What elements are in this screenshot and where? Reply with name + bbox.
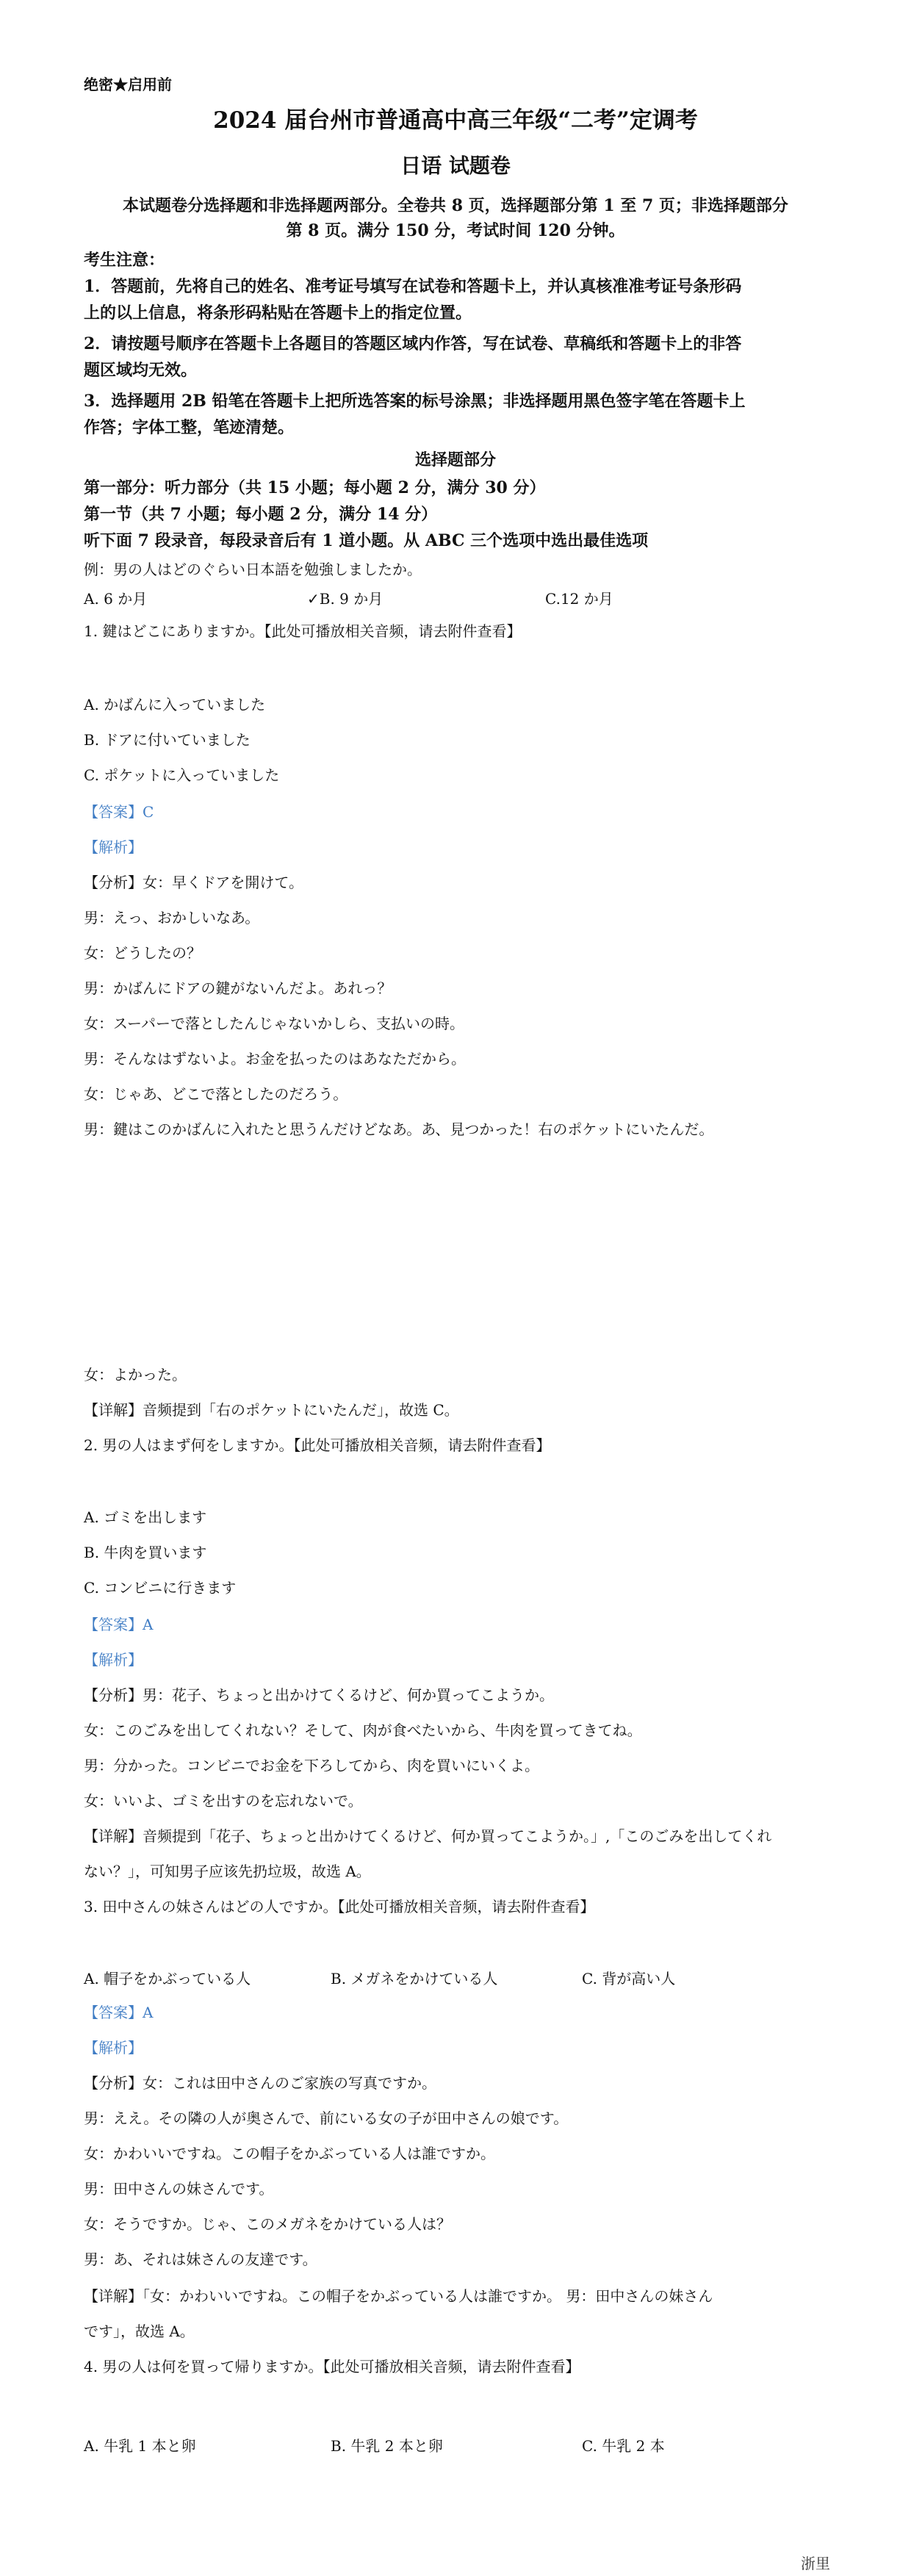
confidential-mark: 绝密★启用前	[84, 76, 172, 93]
q2-answer-line	[84, 1613, 153, 1636]
q1-option-a: A. かばんに入っていました	[84, 696, 266, 713]
q1-detail-line	[84, 1399, 459, 1421]
intro-line-2: 第 8 页。满分 150 分，考试时间 120 分钟。	[286, 221, 625, 240]
q3-stem: 3. 田中さんの妹さんはどの人ですか。	[84, 1898, 338, 1915]
q3-answer: A	[143, 2004, 154, 2021]
q4-stem-line	[84, 2356, 580, 2378]
q2-analysis-label: 【解析】	[84, 1651, 143, 1669]
q3-stem-line	[84, 1896, 594, 1918]
example-option-a: A. 6 か月	[84, 590, 148, 608]
q4-stem: 4. 男の人は何を買って帰りますか。	[84, 2358, 323, 2375]
section-1-heading: 第一节（共 7 小题；每小题 2 分，满分 14 分）	[84, 505, 438, 524]
q4-option-b: B. 牛乳 2 本と卵	[331, 2437, 443, 2455]
q2-audio-note: 【此处可播放相关音频，请去附件查看】	[293, 1436, 551, 1454]
q1-answer-label: 【答案】	[84, 803, 143, 821]
exam-subtitle: 日语 试题卷	[400, 154, 511, 178]
q3-answer-line	[84, 2001, 153, 2023]
q1-stem: 1. 鍵はどこにありますか。	[84, 622, 264, 640]
q1-dialogue-3: 女：どうしたの？	[84, 944, 201, 962]
q2-fenxi-label: 【分析】	[84, 1686, 143, 1704]
q1-dialogue-4: 男：かばんにドアの鍵がないんだよ。あれっ？	[84, 979, 392, 997]
q1-audio-note: 【此处可播放相关音频，请去附件查看】	[264, 622, 522, 640]
footer-mark: 浙里	[801, 2555, 830, 2572]
q1-analysis-label: 【解析】	[84, 838, 143, 856]
q2-dialogue-1-line	[84, 1684, 554, 1706]
q2-stem: 2. 男の人はまず何をしますか。	[84, 1436, 294, 1454]
intro-line-1: 本试题卷分选择题和非选择题两部分。全卷共 8 页，选择题部分第 1 至 7 页；非选择题部分	[123, 196, 788, 215]
notice-item-2-line-1: 2．请按题号顺序在答题卡上各题目的答题区域内作答，写在试卷、草稿纸和答题卡上的非答	[84, 334, 742, 353]
q3-detail-line-2: です」，故选 A。	[84, 2323, 195, 2340]
q3-analysis-label: 【解析】	[84, 2039, 143, 2057]
q2-detail-label: 【详解】	[84, 1827, 143, 1845]
q3-detail-line-1	[84, 2285, 713, 2307]
example-option-b: ✓B. 9 か月	[307, 590, 384, 608]
q3-answer-label: 【答案】	[84, 2004, 143, 2021]
q1-stem-line	[84, 620, 521, 642]
q1-dialogue-2: 男：えっ、おかしいなあ。	[84, 909, 260, 927]
q3-fenxi-label: 【分析】	[84, 2074, 143, 2092]
q1-fenxi-label: 【分析】	[84, 874, 143, 891]
choice-part-heading: 选择题部分	[414, 450, 496, 469]
q1-dialogue-9: 女：よかった。	[84, 1366, 187, 1384]
q3-detail-1: 「女：かわいいですね。この帽子をかぶっている人は誰ですか。 男：田中さんの妹さん	[143, 2287, 713, 2305]
q2-dialogue-3: 男：分かった。コンビニでお金を下ろしてから、肉を買いにいくよ。	[84, 1757, 539, 1774]
notice-item-1-line-2: 上的以上信息，将条形码粘贴在答题卡上的指定位置。	[84, 303, 472, 323]
q1-dialogue-7: 女：じゃあ、どこで落としたのだろう。	[84, 1085, 348, 1103]
q1-dialogue-6: 男：そんなはずないよ。お金を払ったのはあなただから。	[84, 1050, 466, 1068]
example-option-c: C.12 か月	[545, 590, 613, 608]
notice-item-1-line-1: 1．答题前，先将自己的姓名、准考证号填写在试卷和答题卡上，并认真核准准考证号条形码	[84, 277, 742, 296]
q2-option-b: B. 牛肉を買います	[84, 1544, 207, 1561]
q2-option-c: C. コンビニに行きます	[84, 1579, 237, 1597]
q2-detail-1: 音频提到「花子、ちょっと出かけてくるけど、何か買ってこようか。」,「このごみを出してくれ	[143, 1827, 772, 1845]
q2-dialogue-4: 女：いいよ、ゴミを出すのを忘れないで。	[84, 1792, 363, 1810]
notice-item-3-line-1: 3．选择题用 2B 铅笔在答题卡上把所选答案的标号涂黑；非选择题用黑色签字笔在答题卡上	[84, 392, 746, 411]
q1-dialogue-8: 男：鍵はこのかばんに入れたと思うんだけどなあ。あ、見つかった！右のポケットにいたんだ。	[84, 1120, 714, 1138]
q3-dialogue-6: 男：あ、それは妹さんの友達です。	[84, 2251, 317, 2268]
notice-item-3-line-2: 作答；字体工整，笔迹清楚。	[84, 418, 295, 437]
q1-dialogue-1: 女：早くドアを開けて。	[143, 874, 303, 891]
q2-dialogue-2: 女：このごみを出してくれない？そして、肉が食べたいから、牛肉を買ってきてね。	[84, 1721, 642, 1739]
q2-detail-line-1	[84, 1825, 771, 1847]
q4-option-a: A. 牛乳 1 本と卵	[84, 2437, 196, 2455]
q3-dialogue-2: 男：ええ。その隣の人が奥さんで、前にいる女の子が田中さんの娘です。	[84, 2109, 569, 2127]
example-question: 例：男の人はどのぐらい日本語を勉強しましたか。	[84, 561, 422, 578]
q3-dialogue-1-line	[84, 2072, 436, 2094]
q3-option-c: C. 背が高い人	[582, 1970, 676, 1987]
notice-heading: 考生注意：	[84, 251, 165, 270]
q1-option-c: C. ポケットに入っていました	[84, 766, 280, 784]
q1-dialogue-5: 女：スーパーで落としたんじゃないかしら、支払いの時。	[84, 1015, 464, 1032]
q4-option-c: C. 牛乳 2 本	[582, 2437, 665, 2455]
q2-answer-label: 【答案】	[84, 1616, 143, 1633]
q1-detail: 音频提到「右のポケットにいたんだ」，故选 C。	[143, 1401, 459, 1419]
q2-dialogue-1: 男：花子、ちょっと出かけてくるけど、何か買ってこようか。	[143, 1686, 554, 1704]
section-1-instruction: 听下面 7 段录音，每段录音后有 1 道小题。从 ABC 三个选项中选出最佳选项	[84, 531, 649, 550]
q3-dialogue-4: 男：田中さんの妹さんです。	[84, 2180, 274, 2198]
notice-item-2-line-2: 题区域均无效。	[84, 361, 198, 380]
q3-dialogue-5: 女：そうですか。じゃ、このメガネをかけている人は？	[84, 2215, 451, 2233]
q1-detail-label: 【详解】	[84, 1401, 143, 1419]
part-1-heading: 第一部分：听力部分（共 15 小题；每小题 2 分，满分 30 分）	[84, 478, 546, 497]
q4-audio-note: 【此处可播放相关音频，请去附件查看】	[323, 2358, 580, 2375]
q1-dialogue-1-line	[84, 871, 303, 893]
q2-stem-line	[84, 1434, 550, 1456]
q2-detail-line-2: ない？」，可知男子应该先扔垃圾，故选 A。	[84, 1863, 371, 1880]
exam-title: 2024 届台州市普通高中高三年级“二考”定调考	[213, 107, 698, 134]
q1-answer: C	[143, 803, 154, 821]
q3-dialogue-1: 女：これは田中さんのご家族の写真ですか。	[143, 2074, 436, 2092]
q1-option-b: B. ドアに付いていました	[84, 731, 251, 749]
q2-option-a: A. ゴミを出します	[84, 1508, 207, 1526]
q2-answer: A	[143, 1616, 154, 1633]
q1-answer-line	[84, 801, 154, 823]
q3-dialogue-3: 女：かわいいですね。この帽子をかぶっている人は誰ですか。	[84, 2145, 495, 2162]
q3-detail-label: 【详解】	[84, 2287, 143, 2305]
q3-option-a: A. 帽子をかぶっている人	[84, 1970, 251, 1987]
q3-audio-note: 【此处可播放相关音频，请去附件查看】	[337, 1898, 595, 1915]
q3-option-b: B. メガネをかけている人	[331, 1970, 498, 1987]
